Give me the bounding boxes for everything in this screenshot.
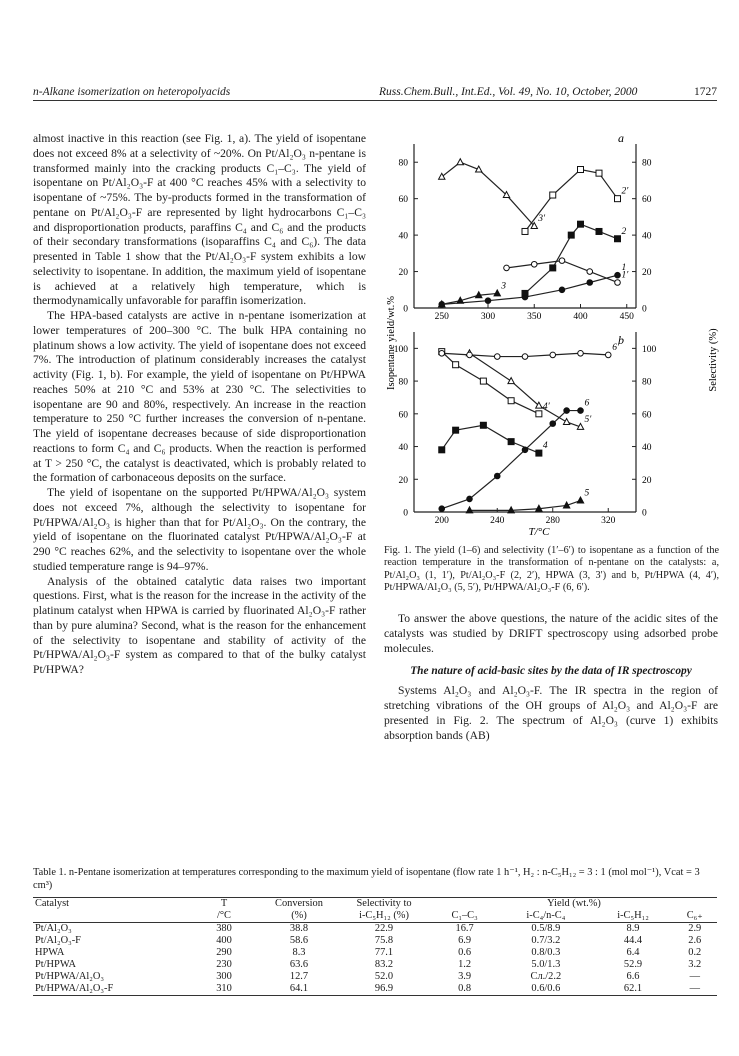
data-point — [550, 352, 556, 358]
header-citation: Russ.Chem.Bull., Int.Ed., Vol. 49, No. 10, October, 2000 — [379, 86, 638, 98]
table-cell: 310 — [187, 983, 261, 996]
data-point — [522, 447, 528, 453]
paragraph: almost inactive in this reaction (see Fig. 1, a). The yield of isopentane does not exceed 8% at a selectivity of ~20%. On Pt/Al₂O₃ n-pentane is transformed mainly into the cracking products C₁–C₃. The yield of isopentane on Pt/Al₂O₃-F at 400 °C reaches 45% with a selectivity to isopentane of ~75%. The by-products formed in the transformation of pentane on Pt/Al₂O₃-F are represented by light hydrocarbons C₁–C₃ and disproportionation products, paraffins C₄ and C₆ and the products of their secondary transformations (isoparaffins C₄ and C₆). The data presented in Table 1 show that the Pt/Al₂O₃-F system exhibits a low selectivity to isopentane. In addition, the maximum yield of isopentane is achieved at a relatively high temperature, which is thermodynamically unfavorable for paraffin isomerization. — [33, 132, 366, 308]
series-label: 4′ — [542, 401, 550, 412]
data-point — [494, 290, 500, 296]
y-tick-label-right: 60 — [642, 195, 652, 206]
table-row — [33, 947, 717, 959]
data-point — [480, 422, 486, 428]
table-cell: 75.8 — [374, 935, 394, 946]
data-point — [563, 419, 569, 425]
section-heading: The nature of acid-basic sites by the data of IR spectroscopy — [410, 665, 692, 678]
data-point — [615, 272, 621, 278]
panel-b — [394, 332, 657, 526]
y-tick-label-right: 40 — [642, 231, 652, 242]
xlabel: T/°C — [528, 526, 550, 538]
table-cell: 2.6 — [688, 935, 702, 946]
data-point — [596, 228, 602, 234]
table-cell: 52.0 — [374, 971, 394, 982]
table-header: T — [187, 898, 261, 911]
right-column — [384, 612, 718, 743]
data-point — [494, 473, 500, 479]
table-cell-catalyst: Pt/HPWA/Al₂O₃-F — [33, 983, 187, 996]
table-header: Catalyst — [33, 898, 187, 911]
table-cell: 0.6 — [458, 947, 472, 958]
y-tick-label-right: 20 — [642, 268, 652, 279]
x-tick-label: 350 — [527, 312, 542, 322]
table-cell: 290 — [216, 947, 232, 958]
y-tick-label-right: 100 — [642, 344, 657, 355]
table-header: i-C₅H₁₂ (%) — [337, 910, 431, 923]
x-tick-label: 240 — [490, 516, 505, 526]
data-point — [578, 350, 584, 356]
table-cell: — — [689, 971, 700, 982]
y-tick-label-left: 40 — [398, 443, 408, 454]
series-label: 2 — [621, 226, 627, 237]
data-point — [439, 350, 445, 356]
table-cell: 400 — [216, 935, 232, 946]
table-cell: 83.2 — [374, 959, 394, 970]
data-point — [559, 287, 565, 293]
data-point — [522, 228, 528, 234]
table-row — [33, 935, 717, 947]
data-point — [467, 352, 473, 358]
table-cell: 3.9 — [458, 971, 472, 982]
y-tick-label-right: 80 — [642, 377, 652, 388]
data-point — [508, 439, 514, 445]
ylabel-right: Selectivity (%) — [708, 328, 719, 392]
table-row — [33, 971, 717, 983]
table-header-row — [33, 898, 717, 911]
data-point — [439, 447, 445, 453]
paragraph: To answer the above questions, the nature of the acidic sites of the catalysts was studied by DRIFT spectroscopy using adsorbed probe molecules. — [384, 612, 718, 655]
series-line-4′ — [442, 352, 539, 414]
series-label: 5 — [584, 488, 590, 499]
table-cell: 3.2 — [688, 959, 702, 970]
figure-1 — [380, 128, 730, 543]
table-cell: 6.9 — [458, 935, 472, 946]
data-point — [467, 496, 473, 502]
table-cell: 77.1 — [374, 947, 394, 958]
table-cell: 6.4 — [626, 947, 640, 958]
table-cell: 0.8 — [431, 983, 498, 996]
y-tick-label-left: 20 — [398, 268, 408, 279]
table-cell: 0.7/3.2 — [531, 935, 561, 946]
table-cell: — — [673, 983, 717, 996]
table-cell: 58.6 — [289, 935, 309, 946]
left-column — [33, 132, 366, 678]
series-line-5′ — [470, 353, 581, 427]
header-title: n-Alkane isomerization on heteropolyacids — [33, 86, 231, 98]
table-cell: 0.2 — [688, 947, 702, 958]
y-tick-label-left: 80 — [398, 158, 408, 169]
series-label: 6 — [584, 398, 590, 409]
data-point — [550, 192, 556, 198]
x-tick-label: 400 — [573, 312, 588, 322]
data-point — [508, 398, 514, 404]
y-tick-label-left: 0 — [403, 304, 408, 315]
table-cell: Сл./2.2 — [530, 971, 562, 982]
table-1 — [33, 897, 717, 996]
table-cell-catalyst: Pt/HPWA — [35, 959, 76, 970]
table-cell-catalyst: Pt/Al₂O₃-F — [35, 935, 81, 946]
panel-label-a: a — [618, 131, 624, 145]
table-row — [33, 923, 717, 936]
y-tick-label-right: 20 — [642, 475, 652, 486]
figure-caption: Fig. 1. The yield (1–6) and selectivity (1′–6′) to isopentane as a function of the reaction temperature in the transformation of n-pentane on the catalysts: a, Pt/Al₂O₃ (1, 1′), Pt/Al₂O₃-F (2, 2′), HPWA (3, 3′) and b, Pt/HPWA (4, 4′), Pt/HPWA/Al₂O₃ (5, 5′), Pt/HPWA/Al₂O₃-F (6, 6′). — [384, 545, 719, 593]
table-cell-catalyst: Pt/Al₂O₃ — [35, 923, 72, 934]
x-tick-label: 280 — [545, 516, 560, 526]
y-tick-label-right: 0 — [642, 304, 647, 315]
data-point — [578, 408, 584, 414]
x-tick-label: 200 — [434, 516, 449, 526]
y-tick-label-right: 60 — [642, 410, 652, 421]
paragraph: Systems Al₂O₃ and Al₂O₃-F. The IR spectra in the region of stretching vibrations of the OH groups of Al₂O₃ and Al₂O₃-F are presented in Fig. 2. The spectrum of Al₂O₃ (curve 1) exhibits absorption bands (AB) — [384, 684, 718, 742]
series-label: 3′ — [538, 214, 546, 224]
series-label: 6′ — [612, 342, 620, 353]
x-tick-label: 300 — [480, 312, 496, 322]
page-number: 1727 — [694, 86, 717, 98]
data-point — [615, 280, 621, 286]
data-point — [485, 298, 491, 304]
data-point — [550, 421, 556, 427]
data-point — [577, 497, 583, 503]
data-point — [439, 173, 445, 179]
table-header: Conversion — [261, 898, 337, 911]
table-header — [33, 910, 187, 923]
ylabel-left: Isopentane yield/wt.% — [386, 296, 397, 390]
series-label: 5′ — [584, 414, 592, 425]
y-tick-label-left: 40 — [398, 231, 408, 242]
table-header: (%) — [261, 910, 337, 923]
series-line-3′ — [442, 162, 535, 226]
data-point — [522, 290, 528, 296]
table-cell: 44.4 — [623, 935, 643, 946]
table-cell-catalyst: Pt/HPWA/Al₂O₃ — [35, 971, 105, 982]
table-cell: 16.7 — [455, 923, 474, 934]
table-header: i-C₅H₁₂ — [594, 910, 673, 923]
table-header: C₁–C₃ — [431, 910, 498, 923]
data-point — [568, 232, 574, 238]
data-point — [439, 506, 445, 512]
y-tick-label-left: 100 — [393, 344, 408, 355]
data-point — [578, 167, 584, 173]
table-cell: 0.8/0.3 — [531, 947, 561, 958]
table-header: Yield (wt.%) — [431, 898, 717, 911]
series-label: 4 — [542, 441, 548, 452]
paragraph: The yield of isopentane on the supported Pt/HPWA/Al₂O₃ system does not exceed 7%, although the selectivity to isopentane for Pt/HPWA/Al₂O₃ is higher than that for Pt/Al₂O₃. On the contrary, the yield of isopentane on the fluorinated catalyst Pt/HPWA/Al₂O₃-F at 290 °C reaches 62%, and the selectivity to isopentane over the whole studied temperature range is 94–97%. — [33, 486, 366, 573]
data-point — [531, 261, 537, 267]
data-point — [522, 354, 528, 360]
table-row — [33, 983, 717, 996]
data-point — [587, 280, 593, 286]
y-tick-label-left: 60 — [398, 410, 408, 421]
table-cell: 96.9 — [337, 983, 431, 996]
table-header: i-C₄/n-C₄ — [498, 910, 593, 923]
table-cell: 38.8 — [289, 923, 309, 934]
table-cell: 1.2 — [458, 959, 472, 970]
table-cell: 230 — [216, 959, 232, 970]
series-label: 1′ — [621, 270, 629, 281]
table-cell: 12.7 — [289, 971, 309, 982]
paragraph: The HPA-based catalysts are active in n-pentane isomerization at lower temperatures of 200–300 °C. The bulk HPA containing no platinum shows a low activity. The yield of isopentane does not exceed 7%. The introduction of platinum considerably increases the catalyst activity (Fig. 1, b). For example, the yield of isopentane on Pt/HPWA reaches 50% at 210 °C and 53% at 230 °C. The selectivities to isopentane are 90 and 80%, respectively. An increase in the reaction temperature to 250 °C further increases the conversion of n-pentane. The yield of isopentane decreases because of side disproportionation reactions to form C₄ and C₆ products. When the reaction is performed at T > 250 °C, the catalyst is deactivated, which is probably related to the formation of carbonaceous deposits on the surface. — [33, 309, 366, 485]
table-cell-catalyst: HPWA — [35, 947, 65, 958]
data-point — [508, 378, 514, 384]
table-cell: 0.5/8.9 — [531, 923, 561, 934]
data-point — [615, 236, 621, 242]
data-point — [550, 265, 556, 271]
data-point — [504, 265, 510, 271]
x-tick-label: 320 — [601, 516, 616, 526]
series-label: 2′ — [621, 186, 629, 197]
y-tick-label-left: 60 — [398, 195, 408, 206]
data-point — [596, 170, 602, 176]
table-caption: Table 1. n-Pentane isomerization at temperatures corresponding to the maximum yield of isopentane (flow rate 1 h⁻¹, H₂ : n-C₅H₁₂ = 3 : 1 (mol mol⁻¹), Vcat = 3 cm³) — [33, 867, 700, 891]
data-point — [587, 269, 593, 275]
table-cell: 63.6 — [289, 959, 309, 970]
y-tick-label-right: 0 — [642, 508, 647, 519]
data-point — [536, 450, 542, 456]
data-point — [559, 258, 565, 264]
table-row — [33, 959, 717, 971]
table-header: Selectivity to — [337, 898, 431, 911]
x-tick-label: 250 — [434, 312, 449, 322]
data-point — [494, 354, 500, 360]
data-point — [615, 196, 621, 202]
table-cell: 300 — [216, 971, 232, 982]
panel-a — [399, 131, 652, 322]
x-tick-label: 450 — [619, 312, 634, 322]
table-header-row — [33, 910, 717, 923]
data-point — [536, 411, 542, 417]
data-point — [605, 352, 611, 358]
series-line-6 — [442, 411, 581, 509]
table-cell: 0.6/0.6 — [498, 983, 593, 996]
table-cell: 52.9 — [623, 959, 643, 970]
data-point — [564, 408, 570, 414]
table-header: /°C — [187, 910, 261, 923]
table-cell: 8.9 — [626, 923, 640, 934]
y-tick-label-left: 80 — [398, 377, 408, 388]
table-cell: 380 — [216, 923, 232, 934]
y-tick-label-left: 0 — [403, 508, 408, 519]
y-tick-label-right: 40 — [642, 443, 652, 454]
running-header — [33, 86, 717, 101]
paragraph: Analysis of the obtained catalytic data raises two important questions. First, what is the reason for the increase in the activity of the platinum catalyst when HPWA is carried by fluorinated Al₂O₃-F rather than by pure alumina? Second, what is the reason for the enhancement of the selectivity to isopentane and stability of activity of the Pt/HPWA/Al₂O₃-F system as compared to that of the bulky catalyst Pt/HPWA? — [33, 574, 366, 676]
table-cell: 22.9 — [374, 923, 394, 934]
data-point — [480, 378, 486, 384]
table-header: C₆₊ — [673, 910, 717, 923]
panel-label-b: b — [618, 333, 624, 347]
series-label: 1 — [621, 263, 627, 274]
table-cell: 64.1 — [261, 983, 337, 996]
table-cell: 6.6 — [626, 971, 640, 982]
data-point — [578, 221, 584, 227]
table-cell: 8.3 — [292, 947, 306, 958]
table-cell: 62.1 — [594, 983, 673, 996]
table-cell: 2.9 — [688, 923, 702, 934]
data-point — [453, 427, 459, 433]
series-label: 3 — [501, 281, 506, 292]
series-line-5 — [470, 501, 581, 511]
y-tick-label-right: 80 — [642, 158, 652, 169]
data-point — [457, 159, 463, 165]
table-cell: 5.0/1.3 — [531, 959, 561, 970]
y-tick-label-left: 20 — [398, 475, 408, 486]
data-point — [453, 362, 459, 368]
